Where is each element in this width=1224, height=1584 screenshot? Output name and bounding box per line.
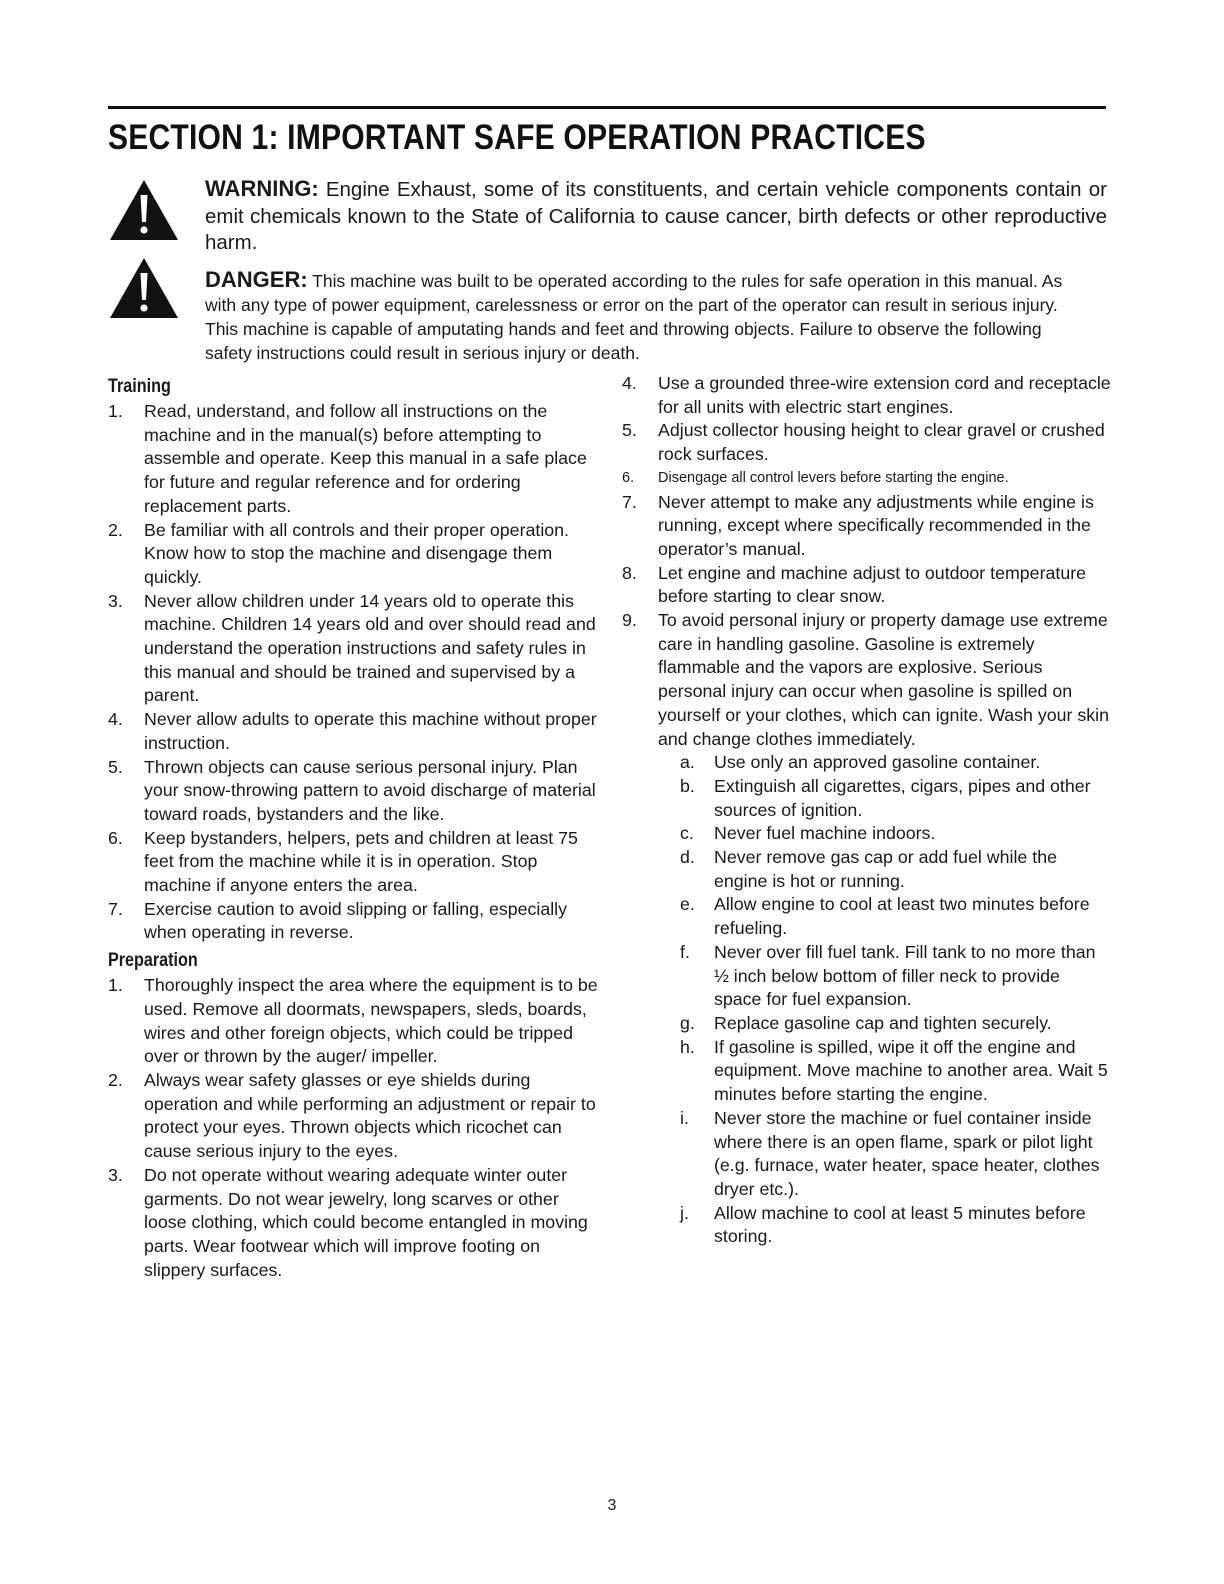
item-text: To avoid personal injury or property damage use extreme care in handling gasoline. Gasoline is extremely flammable and the vapors are explosive. Serious personal injury can occur when gasoline is spilled on yourself or your clothes, which can ignite. Wash your skin and change clothes immediately. <box>658 610 1109 749</box>
item-text: Allow machine to cool at least 5 minutes before storing. <box>714 1202 1086 1247</box>
item-number: 6. <box>108 827 123 848</box>
item-letter: b. <box>680 775 695 796</box>
item-number: 2. <box>108 519 123 540</box>
item-number: 6. <box>622 469 635 486</box>
sub-list-item <box>622 1012 1112 1036</box>
item-number: 2. <box>108 1069 123 1090</box>
item-text: Exercise caution to avoid slipping or falling, especially when operating in reverse. <box>144 898 568 943</box>
item-text: Replace gasoline cap and tighten securely. <box>714 1012 1052 1033</box>
list-item <box>108 708 598 755</box>
danger-label: DANGER: <box>205 267 308 292</box>
list-item <box>108 590 598 709</box>
item-text: Never over fill fuel tank. Fill tank to no more than ½ inch below bottom of filler neck to provide space for fuel expansion. <box>714 941 1096 1010</box>
sub-list-item <box>622 1107 1112 1202</box>
item-text: Adjust collector housing height to clear gravel or crushed rock surfaces. <box>658 420 1105 465</box>
item-number: 5. <box>108 756 123 777</box>
danger-notice <box>205 268 1085 365</box>
item-number: 4. <box>622 373 637 393</box>
sub-list-item <box>622 941 1112 1012</box>
sub-list-item <box>622 822 1112 846</box>
item-letter: h. <box>680 1036 695 1057</box>
item-letter: a. <box>680 752 695 773</box>
warning-notice <box>205 176 1107 257</box>
item-text: Thoroughly inspect the area where the equipment is to be used. Remove all doormats, newspapers, sleds, boards, wires and other foreign objects, which could be tripped over or thrown by the auger/ impeller. <box>144 975 598 1067</box>
list-item <box>622 372 1112 419</box>
item-text: Extinguish all cigarettes, cigars, pipes and other sources of ignition. <box>714 775 1091 820</box>
item-text: Always wear safety glasses or eye shields during operation and while performing an adjustment or repair to protect your eyes. Thrown objects which ricochet can cause serious injury to the eyes. <box>144 1069 596 1162</box>
item-text: Let engine and machine adjust to outdoor temperature before starting to clear snow. <box>658 562 1087 607</box>
list-item <box>108 1069 598 1164</box>
item-text: Do not operate without wearing adequate winter outer garments. Do not wear jewelry, long scarves or other loose clothing, which could become entangled in moving parts. Wear footwear which will improve footing on slippery surfaces. <box>144 1164 588 1280</box>
item-text: Allow engine to cool at least two minutes before refueling. <box>714 894 1090 939</box>
warning-label: WARNING: <box>205 176 319 201</box>
danger-text: This machine was built to be operated according to the rules for safe operation in this manual. As with any type of power equipment, carelessness or error on the part of the operator can result in serious injury. This machine is capable of amputating hands and feet and throwing objects. Failure to observe the following safety instructions could result in serious injury or death. <box>205 271 1063 363</box>
warning-text: Engine Exhaust, some of its constituents, and certain vehicle components contain or emit chemicals known to the State of California to cause cancer, birth defects or other reproductive harm. <box>205 178 1107 254</box>
item-letter: f. <box>680 941 690 962</box>
item-number: 3. <box>108 1164 123 1185</box>
sub-list-item <box>622 1036 1112 1107</box>
left-column <box>108 372 598 1282</box>
item-text: Disengage all control levers before starting the engine. <box>658 469 1009 486</box>
item-number: 4. <box>108 709 123 730</box>
item-letter: d. <box>680 847 695 868</box>
item-text: Never remove gas cap or add fuel while the engine is hot or running. <box>714 847 1057 891</box>
item-letter: i. <box>680 1107 689 1128</box>
list-item <box>108 756 598 827</box>
list-item <box>108 827 598 898</box>
item-letter: j. <box>680 1202 689 1223</box>
preparation-list-left <box>108 974 598 1282</box>
sub-list-item <box>622 775 1112 822</box>
item-text: Never store the machine or fuel container inside where there is an open flame, spark or pilot light (e.g. furnace, water heater, space heater, clothes dryer etc.). <box>714 1107 1100 1199</box>
item-text: Be familiar with all controls and their proper operation. Know how to stop the machine and disengage them quickly. <box>144 519 569 587</box>
list-item <box>622 467 1112 491</box>
list-item <box>108 400 598 519</box>
item-letter: e. <box>680 894 695 915</box>
sub-list-item <box>622 1202 1112 1249</box>
training-list <box>108 400 598 945</box>
gasoline-sublist <box>622 751 1112 1249</box>
preparation-list-right <box>622 372 1112 751</box>
item-number: 7. <box>622 491 637 512</box>
item-text: Use only an approved gasoline container. <box>714 752 1041 773</box>
item-text: Use a grounded three-wire extension cord and receptacle for all units with electric start engines. <box>658 373 1111 417</box>
list-item <box>108 898 598 945</box>
header-rule <box>108 106 1106 109</box>
item-text: Keep bystanders, helpers, pets and children at least 75 feet from the machine while it is in operation. Stop machine if anyone enters the area. <box>144 827 578 896</box>
preparation-heading: Preparation <box>108 950 198 972</box>
page-number: 3 <box>607 1497 617 1514</box>
warning-icon <box>108 178 180 242</box>
item-text: Never allow children under 14 years old to operate this machine. Children 14 years old and over should read and understand the operation instructions and safety rules in this manual and should be trained and supervised by a parent. <box>144 590 596 706</box>
item-letter: c. <box>680 823 694 844</box>
item-text: Never attempt to make any adjustments while engine is running, except where specifically recommended in the operator’s manual. <box>658 491 1094 559</box>
item-number: 9. <box>622 610 637 631</box>
list-item <box>108 974 598 1069</box>
list-item <box>108 519 598 590</box>
item-text: Thrown objects can cause serious personal injury. Plan your snow-throwing pattern to avoid discharge of material toward roads, bystanders and the like. <box>144 756 596 824</box>
item-text: Never fuel machine indoors. <box>714 823 936 844</box>
danger-icon <box>108 256 180 320</box>
item-text: Never allow adults to operate this machine without proper instruction. <box>144 709 597 753</box>
item-number: 7. <box>108 898 123 919</box>
item-text: Read, understand, and follow all instructions on the machine and in the manual(s) before attempting to assemble and operate. Keep this manual in a safe place for future and regular reference and for ordering replacement parts. <box>144 401 587 516</box>
page-title: SECTION 1: IMPORTANT SAFE OPERATION PRACTICES <box>108 118 926 157</box>
right-column <box>622 372 1112 1249</box>
training-heading: Training <box>108 376 171 397</box>
list-item <box>622 491 1112 562</box>
sub-list-item <box>622 751 1112 775</box>
sub-list-item <box>622 893 1112 940</box>
list-item <box>108 1164 598 1283</box>
item-number: 1. <box>108 975 123 996</box>
item-letter: g. <box>680 1012 695 1033</box>
list-item <box>622 562 1112 609</box>
item-number: 8. <box>622 562 637 583</box>
item-number: 5. <box>622 420 637 441</box>
item-number: 3. <box>108 590 123 611</box>
list-item <box>622 609 1112 751</box>
list-item <box>622 419 1112 466</box>
sub-list-item <box>622 846 1112 893</box>
item-text: If gasoline is spilled, wipe it off the engine and equipment. Move machine to another area. Wait 5 minutes before starting the engine. <box>714 1036 1108 1105</box>
item-number: 1. <box>108 401 123 421</box>
